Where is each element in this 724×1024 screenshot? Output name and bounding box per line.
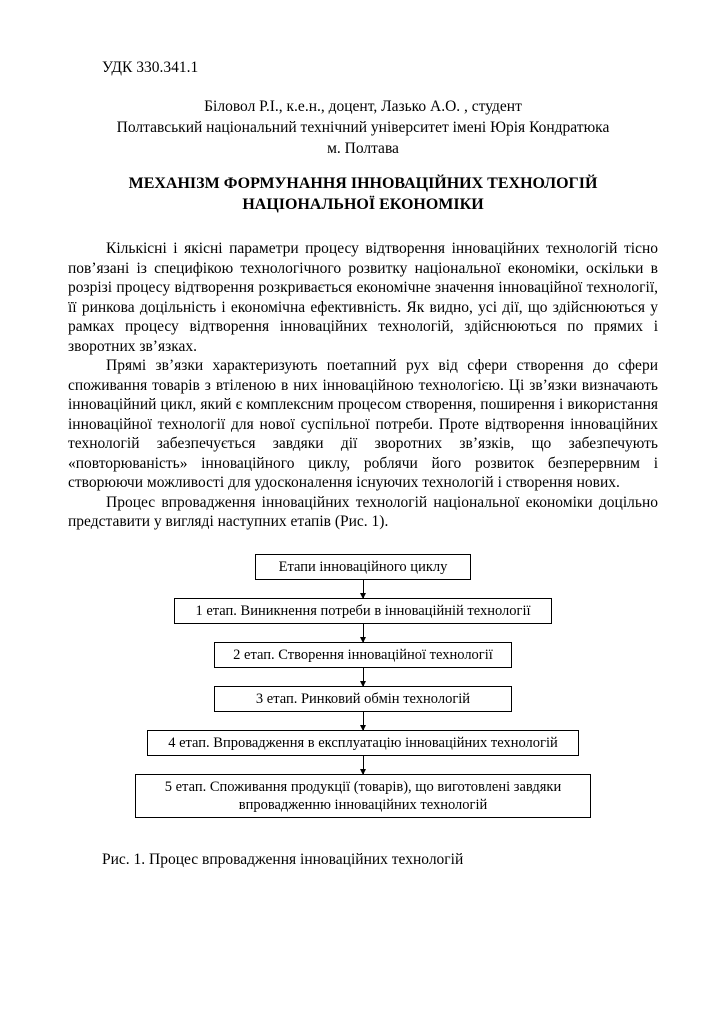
arrow-down-icon	[363, 624, 364, 642]
arrow-down-icon	[363, 756, 364, 774]
flowchart-box-stage-4: 4 етап. Впровадження в експлуатацію інноваційних технологій	[147, 730, 579, 756]
paper-title: МЕХАНІЗМ ФОРМУНАННЯ ІННОВАЦІЙНИХ ТЕХНОЛОГІЙ НАЦІОНАЛЬНОЇ ЕКОНОМІКИ	[128, 175, 598, 213]
affiliation-line: Полтавський національний технічний університет імені Юрія Кондратюка	[116, 119, 610, 136]
paragraph-1: Кількісні і якісні параметри процесу відтворення інноваційних технологій тісно пов’язані із специфікою технологічного розвитку національної економіки, оскільки в розрізі процесу відтворення розкривається економічне значення інноваційної технології, її ринкова доцільність і економічна ефективність. Як видно, усі дії, що здійснюються у рамках процесу відтворення інноваційних технологій, здійснюються по прямих і зворотних зв’язках.	[68, 240, 658, 355]
figure-caption: Рис. 1. Процес впровадження інноваційних технологій	[102, 850, 464, 868]
city-line: м. Полтава	[327, 140, 399, 157]
figure-flowchart	[68, 554, 658, 818]
authors-line: Біловол Р.І., к.е.н., доцент, Лазько А.О. , студент	[204, 98, 522, 115]
arrow-down-icon	[363, 668, 364, 686]
udc-code: УДК 330.341.1	[102, 59, 199, 76]
flowchart-box-stage-2: 2 етап. Створення інноваційної технології	[214, 642, 512, 668]
paragraph-3: Процес впровадження інноваційних технологій національної економіки доцільно представити у вигляді наступних етапів (Рис. 1).	[68, 493, 658, 530]
arrow-down-icon	[363, 712, 364, 730]
flowchart-box-stages: Етапи інноваційного циклу	[255, 554, 471, 580]
arrow-down-icon	[363, 580, 364, 598]
flowchart-box-stage-5: 5 етап. Споживання продукції (товарів), що виготовлені завдяки впровадженню інноваційних технологій	[135, 774, 591, 818]
flowchart-box-stage-1: 1 етап. Виникнення потреби в інноваційній технології	[174, 598, 552, 624]
paragraph-2: Прямі зв’язки характеризують поетапний рух від сфери створення до сфери споживання товарів з втіленою в них інноваційною технологією. Ці зв’язки визначають інноваційний цикл, який є комплексним процесом створення, поширення і використання інноваційної технології для нової суспільної потреби. Проте відтворення інноваційних технологій забезпечується завдяки дії зворотних зв’язків, що забезпечують «повторюваність» інноваційного циклу, роблячи його розвиток безперервним і створюючи можливості для удосконалення існуючих технологій і створення нових.	[68, 357, 658, 491]
flowchart-box-stage-3: 3 етап. Ринковий обмін технологій	[214, 686, 512, 712]
